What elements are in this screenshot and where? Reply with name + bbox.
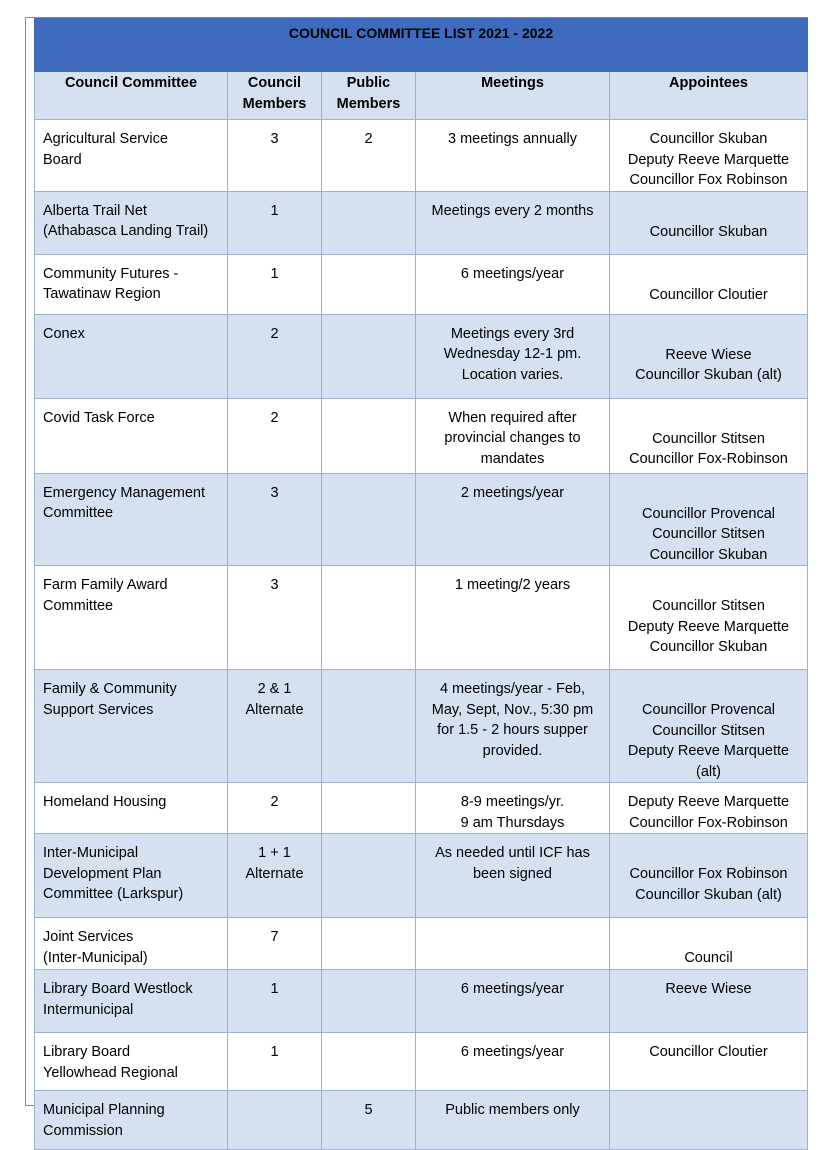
meetings-line: Location varies. [461,366,564,383]
committee-name-line: Inter-Municipal [43,845,139,861]
meetings-line: 6 meetings/year [460,1044,565,1060]
council-members [228,1033,322,1091]
council-members-line: 1 [270,981,279,997]
committee-name [35,834,228,918]
appointees-line: Deputy Reeve Marquette [627,743,790,759]
header-public-members [322,72,416,120]
council-members-line: 2 & 1 [257,681,292,697]
title-row [35,19,808,72]
council-members-line: 1 + 1 [258,845,291,861]
council-members [228,970,322,1033]
table-row [35,1033,808,1091]
meetings [416,970,610,1033]
council-members [228,783,322,834]
committee-name [35,1091,228,1150]
council-members-line: 1 [270,1044,279,1060]
committee-name-line: Municipal Planning [43,1102,165,1118]
meetings-line: 2 meetings/year [460,484,565,501]
committee-name-line: Library Board Westlock [43,981,193,997]
appointees-line: Reeve Wiese [665,346,752,363]
table-row [35,834,808,918]
table-row [35,314,808,398]
table-body [35,120,808,1150]
meetings [416,1033,610,1091]
committee-name [35,191,228,254]
appointees-line: Councillor Skuban [649,546,768,563]
appointees-line: Councillor Fox-Robinson [629,451,788,467]
header-appointees: Appointees [610,72,808,120]
public-members [322,254,416,314]
public-members [322,398,416,473]
committee-name [35,670,228,783]
meetings [416,473,610,566]
table-row [35,120,808,192]
appointees-line: Councillor Provencal [642,505,775,522]
meetings-line: 8-9 meetings/yr. [460,794,565,810]
header-row [35,72,808,120]
appointees [610,970,808,1033]
meetings [416,254,610,314]
meetings-line: provided. [482,742,543,759]
committee-name-line: Community Futures - [43,265,179,282]
appointees-line: Councillor Stitsen [652,526,765,542]
appointees-line: Councillor Stitsen [652,722,765,739]
meetings [416,398,610,473]
table-row [35,1091,808,1150]
header-council-line-2: Members [242,95,307,112]
committee-name [35,970,228,1033]
committee-name-line: Yellowhead Regional [43,1064,178,1081]
header-council-line-1: Council [247,75,302,91]
appointees-line: Councillor Stitsen [652,430,765,447]
appointees [610,834,808,918]
meetings-line: When required after [448,409,577,426]
meetings-line: 4 meetings/year - Feb, [439,681,586,697]
committee-name-line: Farm Family Award [43,577,168,593]
appointees-line: Councillor Skuban [649,639,768,655]
appointees-line: Councillor Cloutier [649,1044,768,1060]
table-title: COUNCIL COMMITTEE LIST 2021 - 2022 [35,19,808,72]
appointees [610,670,808,783]
meetings-line: been signed [472,865,552,882]
committee-table [34,18,808,1150]
appointees [610,120,808,192]
meetings-line: Meetings every 3rd [450,325,575,342]
public-members [322,1033,416,1091]
committee-name-line: Committee (Larkspur) [43,886,184,902]
council-members-line: Alternate [245,701,304,718]
public-members [322,191,416,254]
meetings-line: mandates [480,450,545,467]
council-members-line: 3 [270,131,279,147]
council-members-line: 2 [270,794,279,810]
committee-name-line: Library Board [43,1044,131,1060]
appointees [610,473,808,566]
council-members-line: 7 [270,929,279,945]
appointees-line: Council [684,950,733,966]
meetings-line: Public members only [445,1102,580,1118]
committee-name [35,918,228,970]
meetings-line: As needed until ICF has [435,845,590,861]
header-committee: Council Committee [35,72,228,120]
table-row [35,670,808,783]
appointees [610,254,808,314]
council-members [228,473,322,566]
council-members-line: 1 [270,265,279,282]
table-row [35,398,808,473]
appointees-line: Councillor Stitsen [652,598,765,614]
committee-name-line: Intermunicipal [43,1001,134,1018]
committee-name [35,1033,228,1091]
appointees-line: Deputy Reeve Marquette [627,794,790,810]
appointees [610,566,808,670]
committee-name-line: Agricultural Service [43,131,168,147]
committee-name-line: Board [43,151,82,168]
committee-name [35,254,228,314]
public-members [322,670,416,783]
table-row [35,918,808,970]
appointees-line: Reeve Wiese [665,981,752,997]
document-page [25,17,808,1139]
header-public-line-2: Members [336,95,401,112]
meetings-line: Meetings every 2 months [431,202,594,219]
council-members [228,1091,322,1150]
committee-name [35,314,228,398]
council-members [228,120,322,192]
meetings [416,1091,610,1150]
committee-name-line: Tawatinaw Region [43,286,161,302]
appointees-line: Councillor Skuban [649,131,768,147]
council-members [228,314,322,398]
appointees [610,314,808,398]
appointees-line: Councillor Skuban (alt) [635,886,782,903]
appointees-line: Councillor Cloutier [649,286,768,303]
meetings-line: 6 meetings/year [460,265,565,282]
committee-name-line: Support Services [43,701,154,718]
appointees-line: (alt) [696,763,721,780]
committee-name-line: Committee [43,597,114,614]
appointees-line: Councillor Skuban (alt) [635,367,782,383]
meetings-line: 6 meetings/year [460,981,565,997]
meetings [416,191,610,254]
appointees-line: Councillor Provencal [642,702,775,718]
committee-name-line: Conex [43,325,85,342]
council-members [228,834,322,918]
council-members [228,191,322,254]
appointees [610,1033,808,1091]
committee-name-line: (Inter-Municipal) [43,949,148,966]
council-members [228,398,322,473]
header-public-line-1: Public [346,75,391,91]
public-members: 2 [322,120,416,192]
table-row [35,970,808,1033]
committee-name-line: Family & Community [43,681,177,697]
committee-name-line: Joint Services [43,929,134,945]
public-members [322,834,416,918]
appointees [610,783,808,834]
public-members [322,918,416,970]
council-members [228,254,322,314]
table-row [35,254,808,314]
meetings-line: 9 am Thursdays [460,814,565,831]
committee-name-line: Development Plan [43,865,162,882]
committee-name [35,566,228,670]
council-members-line: 2 [270,409,279,426]
appointees [610,918,808,970]
committee-name-line: Commission [43,1122,123,1139]
public-members [322,314,416,398]
appointees [610,1091,808,1150]
council-members-line: 3 [270,484,279,501]
committee-name [35,473,228,566]
council-members-line: Alternate [245,865,304,882]
council-members [228,566,322,670]
meetings [416,120,610,192]
committee-name-line: Covid Task Force [43,409,155,426]
meetings-line: for 1.5 - 2 hours supper [437,722,588,738]
meetings [416,783,610,834]
council-members-line: 3 [270,577,279,593]
header-council-members [228,72,322,120]
meetings-line: 3 meetings annually [448,131,577,147]
appointees-line: Councillor Fox Robinson [629,172,788,188]
table-row [35,473,808,566]
committee-name-line: Emergency Management [43,484,205,501]
appointees-line: Councillor Skuban [649,223,768,240]
public-members [322,970,416,1033]
public-members [322,566,416,670]
appointees-line: Deputy Reeve Marquette [627,151,790,168]
council-members-line: 1 [270,202,279,219]
committee-name [35,398,228,473]
meetings [416,918,610,970]
committee-name [35,120,228,192]
appointees [610,191,808,254]
committee-name-line: (Athabasca Landing Trail) [43,223,209,239]
public-members [322,473,416,566]
council-members [228,670,322,783]
table-row [35,783,808,834]
header-meetings: Meetings [416,72,610,120]
committee-name-line: Alberta Trail Net [43,202,147,219]
committee-name [35,783,228,834]
appointees-line: Deputy Reeve Marquette [627,618,790,635]
committee-name-line: Committee [43,505,114,521]
meetings [416,670,610,783]
table-row [35,191,808,254]
meetings [416,314,610,398]
public-members [322,783,416,834]
meetings-line: May, Sept, Nov., 5:30 pm [431,701,594,718]
meetings-line: 1 meeting/2 years [454,577,571,593]
meetings [416,834,610,918]
meetings-line: Wednesday 12-1 pm. [443,346,582,362]
council-members [228,918,322,970]
appointees-line: Councillor Fox Robinson [629,866,788,882]
appointees-line: Councillor Fox-Robinson [629,814,788,831]
committee-name-line: Homeland Housing [43,794,167,810]
meetings [416,566,610,670]
meetings-line: provincial changes to [444,430,581,446]
table-row [35,566,808,670]
council-members-line: 2 [270,325,279,342]
public-members: 5 [322,1091,416,1150]
appointees [610,398,808,473]
